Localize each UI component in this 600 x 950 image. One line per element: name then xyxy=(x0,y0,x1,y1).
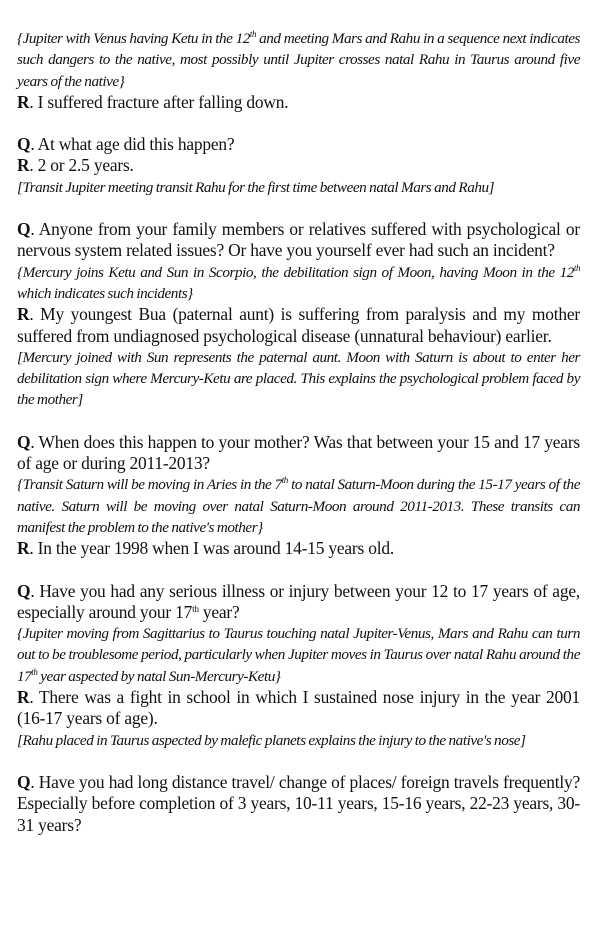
note-text: {Transit Saturn will be moving in Aries in the 7 xyxy=(17,476,282,494)
reply-label: R xyxy=(17,304,30,325)
astrological-note xyxy=(17,474,580,538)
spacer xyxy=(17,113,580,134)
reply-text: . There was a fight in school in which I sustained nose injury in the year 2001 (16-17 years of age). xyxy=(17,687,580,729)
reply-label: R xyxy=(17,538,30,559)
question xyxy=(17,772,580,836)
note-text: {Jupiter moving from Sagittarius to Taurus touching natal Jupiter-Venus, Mars and Rahu can turn out to be troublesome period, particularly when Jupiter moves in Taurus over natal Rahu around the 17 xyxy=(17,625,580,685)
document-page xyxy=(17,28,580,836)
question-label: Q xyxy=(17,431,31,452)
astrological-note xyxy=(17,262,580,305)
reply xyxy=(17,538,580,559)
spacer xyxy=(17,198,580,219)
reply xyxy=(17,155,580,176)
question xyxy=(17,581,580,624)
qa-block xyxy=(17,432,580,560)
note-text: {Jupiter with Venus having Ketu in the 12 xyxy=(17,30,250,47)
reply-text: . I suffered fracture after falling down. xyxy=(29,91,289,112)
reply-text: . 2 or 2.5 years. xyxy=(29,155,134,176)
note-text: year aspected by natal Sun-Mercury-Ketu} xyxy=(37,667,281,685)
ordinal-suffix: th xyxy=(249,29,256,39)
question-text: . When does this happen to your mother? Was that between your 15 and 17 years of age or during 2011-2013? xyxy=(17,431,580,474)
qa-block xyxy=(17,772,580,836)
reply xyxy=(17,304,580,347)
ordinal-suffix: th xyxy=(573,262,580,273)
qa-block xyxy=(17,134,580,198)
question-text: . At what age did this happen? xyxy=(30,134,235,155)
note-text: which indicates such incidents} xyxy=(17,284,193,302)
question xyxy=(17,432,580,475)
astrological-note xyxy=(17,177,580,198)
note-text: [Mercury joined with Sun represents the paternal aunt. Moon with Saturn is about to enter her debilitation sign where Mercury-Ketu are placed. This explains the psychological problem faced by the mother] xyxy=(17,348,580,409)
ordinal-suffix: th xyxy=(31,666,38,677)
question xyxy=(17,134,580,155)
question xyxy=(17,219,580,262)
note-text: {Mercury joins Ketu and Sun in Scorpio, the debilitation sign of Moon, having Moon in the 12 xyxy=(17,263,574,281)
astrological-note xyxy=(17,28,580,92)
qa-block xyxy=(17,219,580,411)
astrological-note xyxy=(17,347,580,411)
spacer xyxy=(17,411,580,432)
question-label: Q xyxy=(17,771,31,792)
reply-label: R xyxy=(17,687,30,708)
note-text: [Transit Jupiter meeting transit Rahu for the first time between natal Mars and Rahu] xyxy=(17,178,495,196)
question-label: Q xyxy=(17,580,31,601)
reply xyxy=(17,687,580,730)
question-label: Q xyxy=(17,134,31,155)
ordinal-suffix: th xyxy=(192,603,199,614)
question-text: . Have you had long distance travel/ change of places/ foreign travels frequently? Especially before completion of 3 years, 10-11 years, 15-16 years, 22-23 years, 30-31 years? xyxy=(17,771,580,835)
reply-label: R xyxy=(17,91,30,112)
question-text: . Anyone from your family members or relatives suffered with psychological or nervous system related issues? Or have you yourself ever had such an incident? xyxy=(17,219,580,261)
qa-block xyxy=(17,28,580,113)
note-text: [Rahu placed in Taurus aspected by malefic planets explains the injury to the native's nose] xyxy=(17,731,526,749)
astrological-note xyxy=(17,730,580,751)
astrological-note xyxy=(17,623,580,687)
question-text: year? xyxy=(198,601,240,622)
qa-block xyxy=(17,581,580,751)
spacer xyxy=(17,560,580,581)
note-text: and meeting Mars and Rahu in a sequence next indicates such dangers to the native, most possibly until Jupiter crosses natal Rahu in Taurus around five years of the native} xyxy=(17,30,581,90)
reply-text: . In the year 1998 when I was around 14-15 years old. xyxy=(29,538,394,559)
question-label: Q xyxy=(17,219,31,240)
reply-label: R xyxy=(17,155,30,176)
reply-text: . My youngest Bua (paternal aunt) is suffering from paralysis and my mother suffered from undiagnosed psychological disease (unnatural behaviour) earlier. xyxy=(17,304,580,346)
note-text: to natal Saturn-Moon during the 15-17 years of the native. Saturn will be moving over natal Saturn-Moon around 2011-2013. These transits can manifest the problem to the native's mother} xyxy=(17,476,580,536)
ordinal-suffix: th xyxy=(281,475,288,486)
reply xyxy=(17,92,580,113)
question-text: . Have you had any serious illness or injury between your 12 to 17 years of age, especially around your 17 xyxy=(17,580,580,622)
spacer xyxy=(17,751,580,772)
